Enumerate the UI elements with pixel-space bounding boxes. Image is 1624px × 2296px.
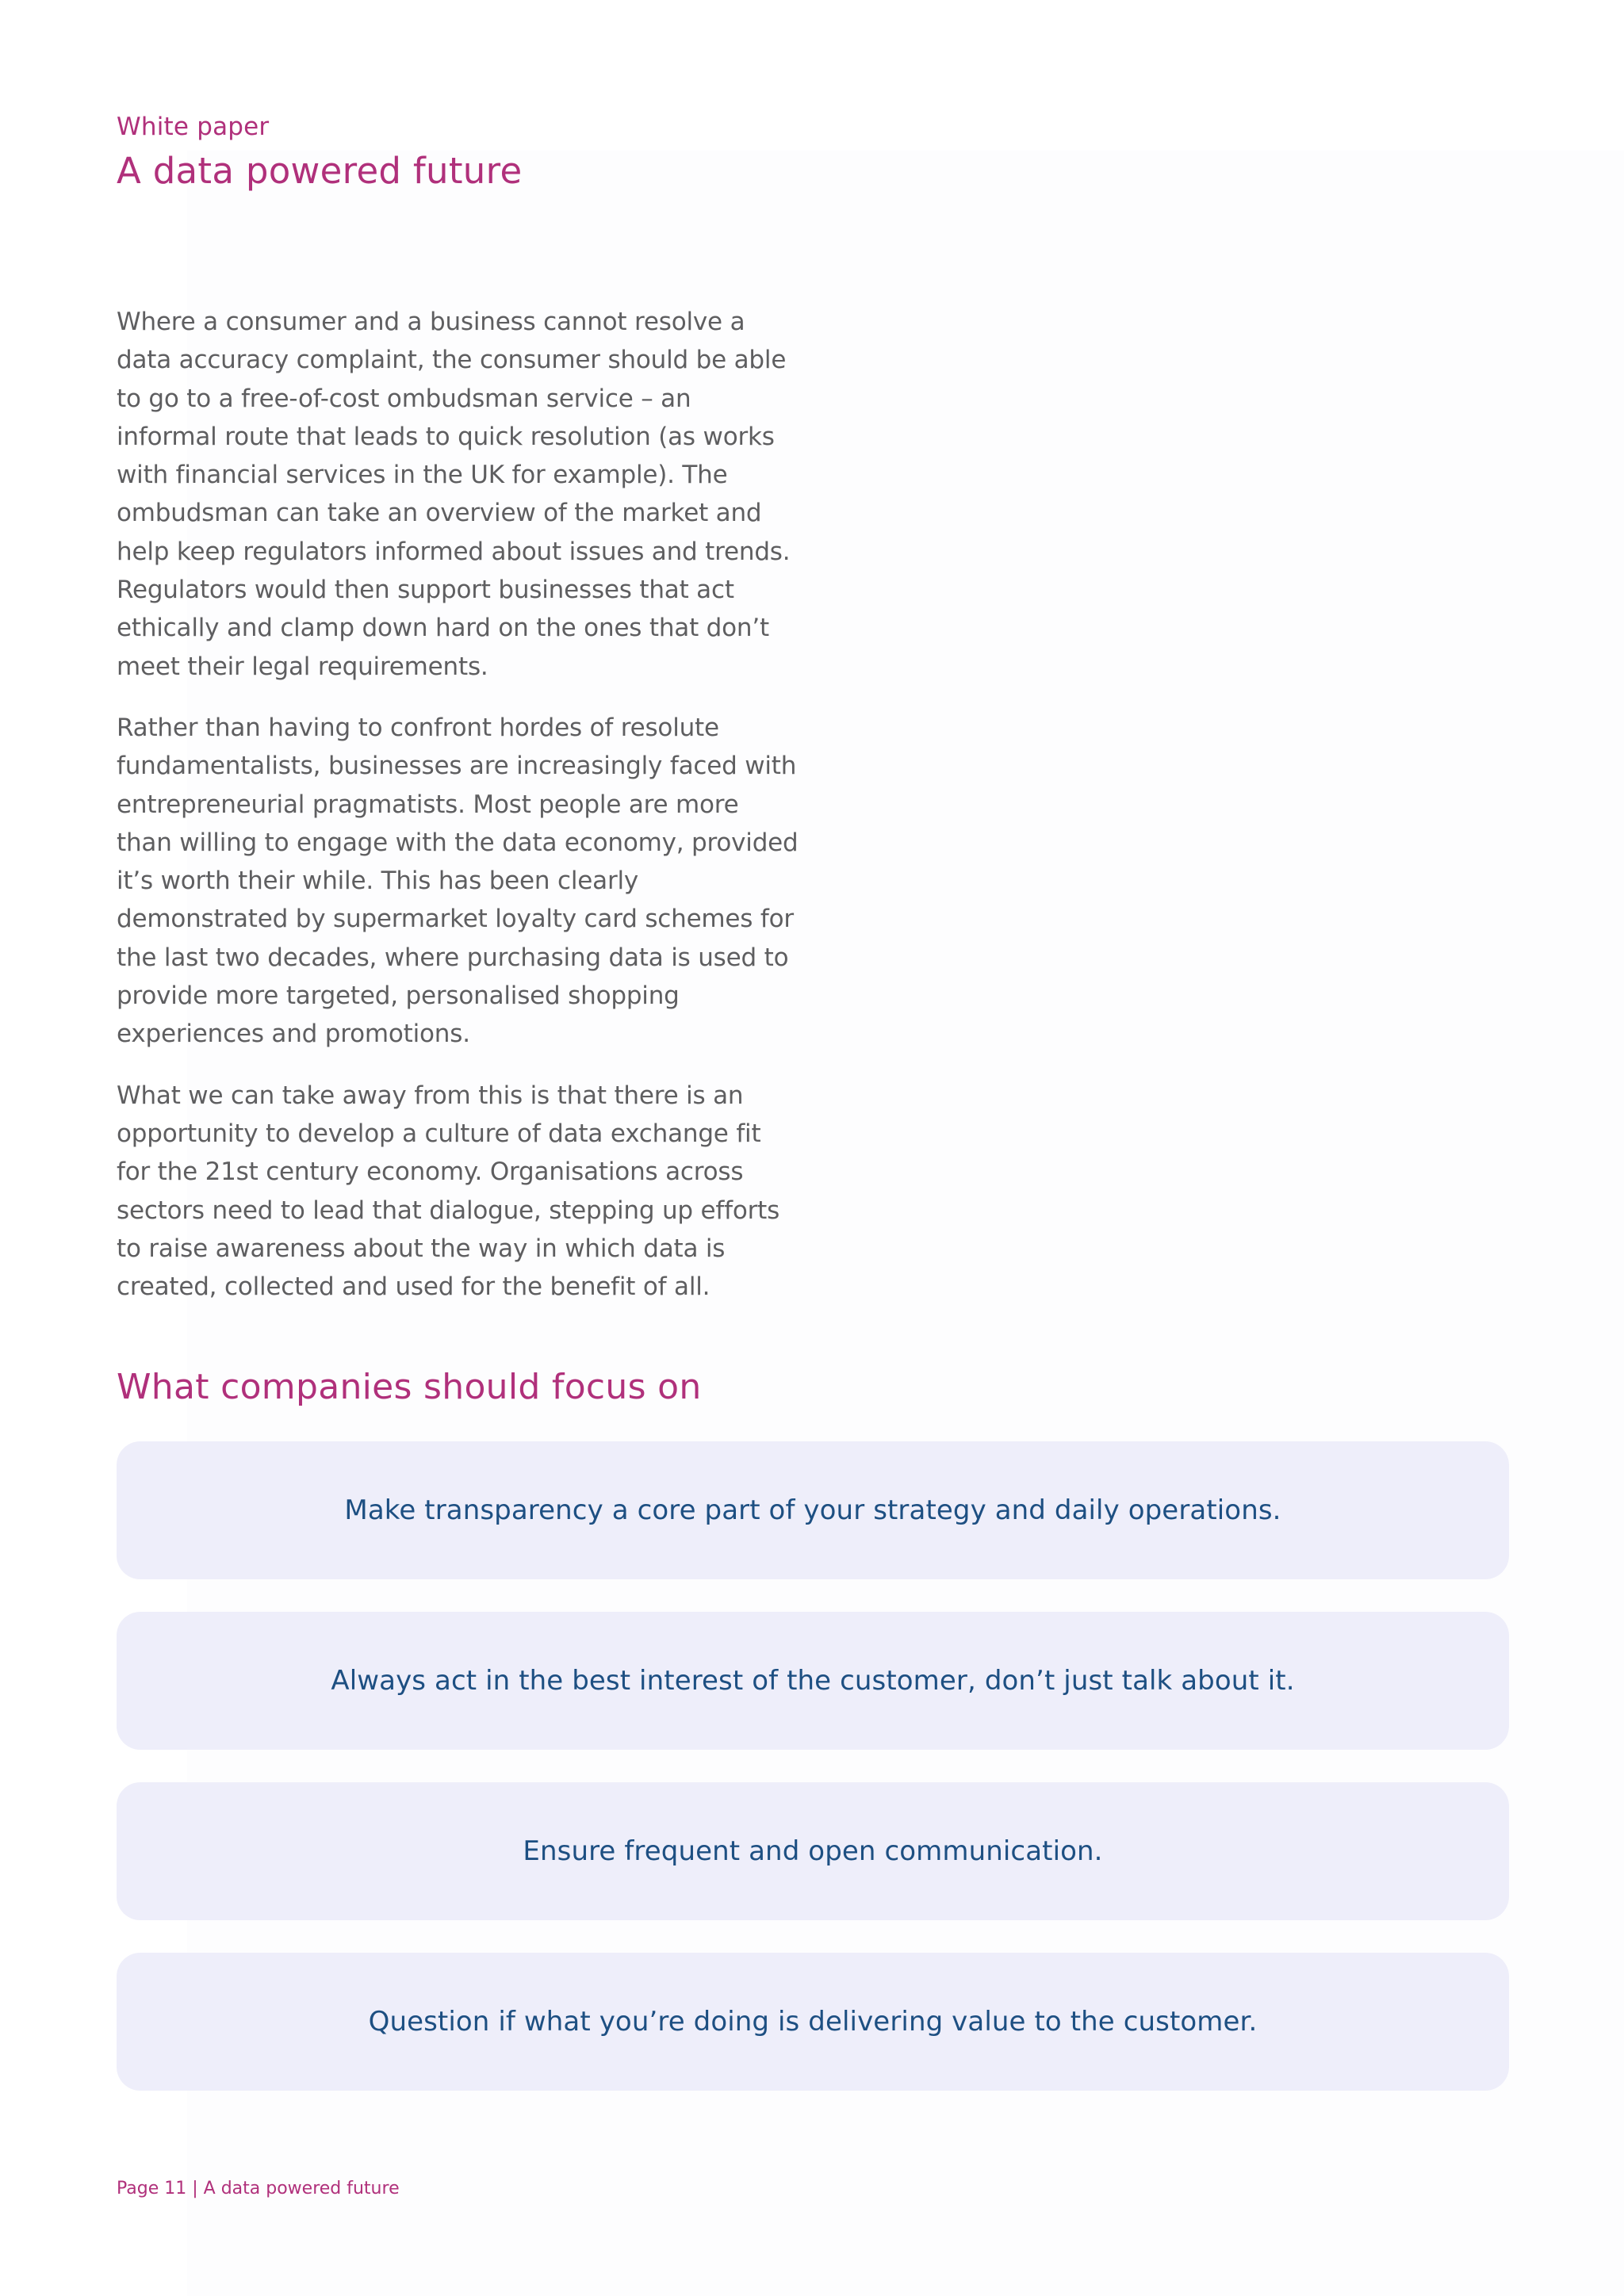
focus-callout: [117, 1612, 1509, 1750]
body-paragraph: Where a consumer and a business cannot resolve a data accuracy complaint, the consumer should be able to go to a free-of-cost ombudsman service – an informal route that leads to quick resolution (as works with financial services in the UK for example). The ombudsman can take an overview of the market and help keep regulators informed about issues and trends. Regulators would then support businesses that act ethically and clamp down hard on the ones that don’t meet their legal requirements.: [117, 308, 791, 681]
document-kicker: White paper: [117, 113, 270, 141]
focus-list: [117, 1441, 1509, 2123]
focus-callout-text: Question if what you’re doing is delivering value to the customer.: [368, 2006, 1258, 2038]
section-heading: What companies should focus on: [117, 1367, 702, 1407]
focus-callout: [117, 1441, 1509, 1579]
focus-callout-text: Ensure frequent and open communication.: [523, 1835, 1103, 1867]
focus-callout: [117, 1782, 1509, 1920]
body-paragraph: What we can take away from this is that there is an opportunity to develop a culture of data exchange fit for the 21st century economy. Organisations across sectors need to lead that dialogue, stepping up efforts to raise awareness about the way in which data is created, collected and used for the benefit of all.: [117, 1081, 780, 1302]
focus-callout: [117, 1953, 1509, 2091]
document-title: A data powered future: [117, 150, 523, 192]
focus-callout-text: Always act in the best interest of the customer, don’t just talk about it.: [331, 1665, 1295, 1697]
focus-callout-text: Make transparency a core part of your strategy and daily operations.: [344, 1494, 1281, 1526]
body-paragraph: Rather than having to confront hordes of resolute fundamentalists, businesses are increasingly faced with entrepreneurial pragmatists. Most people are more than willing to engage with the data economy, provided it’s worth their while. This has been clearly demonstrated by supermarket loyalty card schemes for the last two decades, where purchasing data is used to provide more targeted, personalised shopping experiences and promotions.: [117, 713, 799, 1049]
page-footer: Page 11 | A data powered future: [117, 2179, 400, 2198]
body-text-column: [117, 303, 799, 1329]
